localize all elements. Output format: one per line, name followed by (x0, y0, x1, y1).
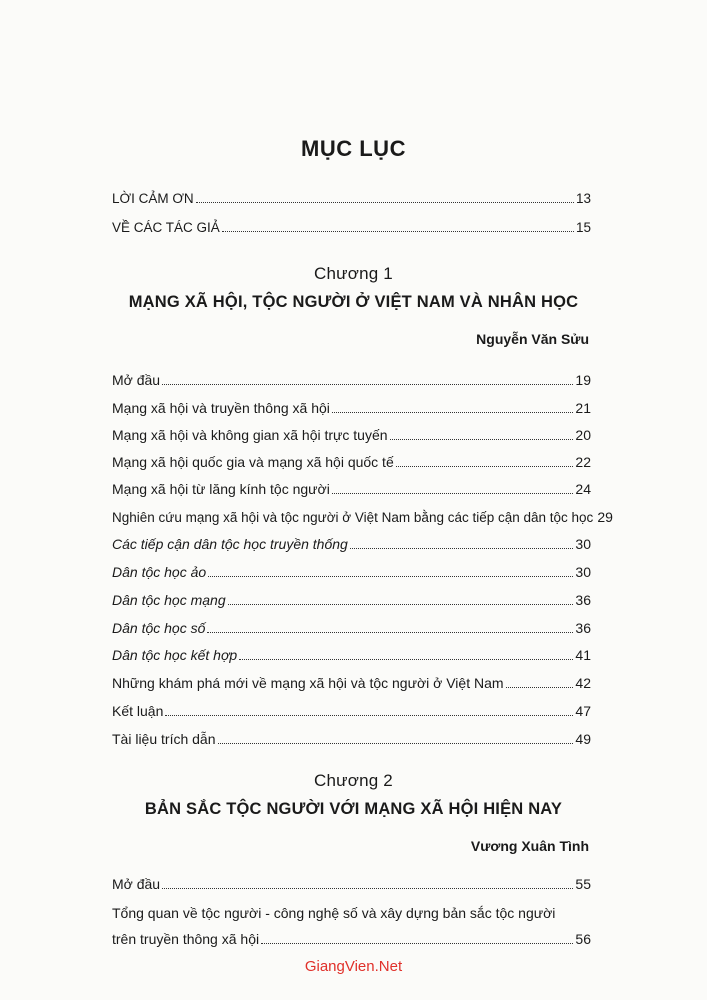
toc-page-number: 22 (575, 454, 591, 470)
toc-page-number: 24 (575, 481, 591, 497)
toc-entry[interactable] (112, 591, 591, 609)
dot-leader (239, 647, 573, 660)
watermark: GiangVien.Net (304, 958, 403, 975)
toc-title: MỤC LỤC (301, 136, 406, 161)
toc-entry-text: trên truyền thông xã hội (112, 931, 260, 947)
toc-page-number: 42 (575, 675, 591, 691)
toc-page-number: 47 (575, 703, 591, 719)
toc-page-number: 30 (575, 536, 591, 552)
dot-leader (222, 219, 574, 232)
chapter-2-label: Chương 2 (314, 771, 393, 790)
toc-entry[interactable] (112, 875, 591, 893)
toc-entry-text: Mạng xã hội từ lăng kính tộc người (112, 481, 330, 497)
toc-entry[interactable] (112, 646, 591, 664)
toc-entry[interactable] (112, 563, 591, 581)
dot-leader (350, 536, 574, 549)
toc-page-number: 49 (575, 731, 591, 747)
toc-entry[interactable] (112, 730, 591, 748)
toc-page-number: 15 (575, 220, 591, 235)
toc-entry[interactable] (112, 480, 591, 498)
chapter-2-title: BẢN SẮC TỘC NGƯỜI VỚI MẠNG XÃ HỘI HIỆN NAY (144, 800, 563, 818)
toc-entry-text: Mạng xã hội và truyền thông xã hội (112, 400, 330, 416)
chapter-1-title: MẠNG XÃ HỘI, TỘC NGƯỜI Ở VIỆT NAM VÀ NHÂN HỌC (128, 293, 579, 311)
toc-entry[interactable] (112, 702, 591, 720)
toc-entry-text: Dân tộc học ảo (112, 564, 207, 580)
toc-entry-text: Những khám phá mới về mạng xã hội và tộc người ở Việt Nam (112, 675, 504, 691)
dot-leader (162, 372, 573, 385)
toc-entry-text: VỀ CÁC TÁC GIẢ (112, 220, 220, 235)
toc-entry-text: Các tiếp cận dân tộc học truyền thống (112, 536, 348, 552)
toc-page-number: 20 (575, 427, 591, 443)
toc-entry-text: LỜI CẢM ƠN (112, 191, 194, 206)
dot-leader (196, 190, 574, 203)
toc-entry-text-line1[interactable]: Tổng quan về tộc người - công nghệ số và xây dựng bản sắc tộc người (112, 905, 556, 921)
dot-leader (162, 876, 573, 889)
toc-page-number: 55 (575, 876, 591, 892)
dot-leader (261, 931, 573, 944)
toc-entry-text: Mở đầu (112, 876, 161, 892)
toc-page-number: 21 (575, 400, 591, 416)
dot-leader (332, 481, 574, 494)
chapter-1-author: Nguyễn Văn Sửu (476, 331, 589, 347)
toc-page-number: 29 (597, 509, 613, 525)
toc-entry-text: Tài liệu trích dẫn (112, 731, 216, 747)
toc-entry[interactable] (112, 674, 591, 692)
toc-entry-text: Dân tộc học số (112, 620, 206, 636)
dot-leader (390, 427, 574, 440)
toc-entry[interactable] (112, 930, 591, 948)
toc-entry[interactable] (112, 371, 591, 389)
toc-page-number: 13 (575, 191, 591, 206)
dot-leader (165, 703, 573, 716)
chapter-1-label: Chương 1 (314, 264, 393, 283)
toc-entry-text: Mạng xã hội và không gian xã hội trực tuyến (112, 427, 388, 443)
toc-page-number: 36 (575, 592, 591, 608)
toc-entry-text: Dân tộc học kết hợp (112, 647, 238, 663)
toc-entry[interactable] (112, 453, 591, 471)
toc-page-number: 56 (575, 931, 591, 947)
toc-entry-text: Kết luận (112, 703, 164, 719)
toc-entry[interactable] (112, 535, 591, 553)
toc-entry-text: Nghiên cứu mạng xã hội và tộc người ở Việt Nam bằng các tiếp cận dân tộc học (112, 510, 594, 525)
toc-entry[interactable] (112, 619, 591, 637)
toc-entry-text: Mạng xã hội quốc gia và mạng xã hội quốc tế (112, 454, 394, 470)
toc-page-number: 30 (575, 564, 591, 580)
dot-leader (396, 454, 574, 467)
toc-page-number: 36 (575, 620, 591, 636)
dot-leader (506, 675, 574, 688)
toc-entry[interactable] (112, 508, 613, 527)
toc-entry-text: Mở đầu (112, 372, 161, 388)
toc-entry[interactable] (112, 190, 591, 208)
dot-leader (218, 731, 574, 744)
toc-page-number: 19 (575, 372, 591, 388)
dot-leader (332, 400, 574, 413)
toc-entry-text: Dân tộc học mạng (112, 592, 226, 608)
chapter-2-author: Vương Xuân Tình (470, 838, 589, 854)
toc-entry[interactable] (112, 399, 591, 417)
dot-leader (208, 564, 573, 577)
dot-leader (228, 592, 574, 605)
toc-entry[interactable] (112, 219, 591, 237)
dot-leader (207, 620, 573, 633)
toc-page-number: 41 (575, 647, 591, 663)
toc-entry[interactable] (112, 426, 591, 444)
